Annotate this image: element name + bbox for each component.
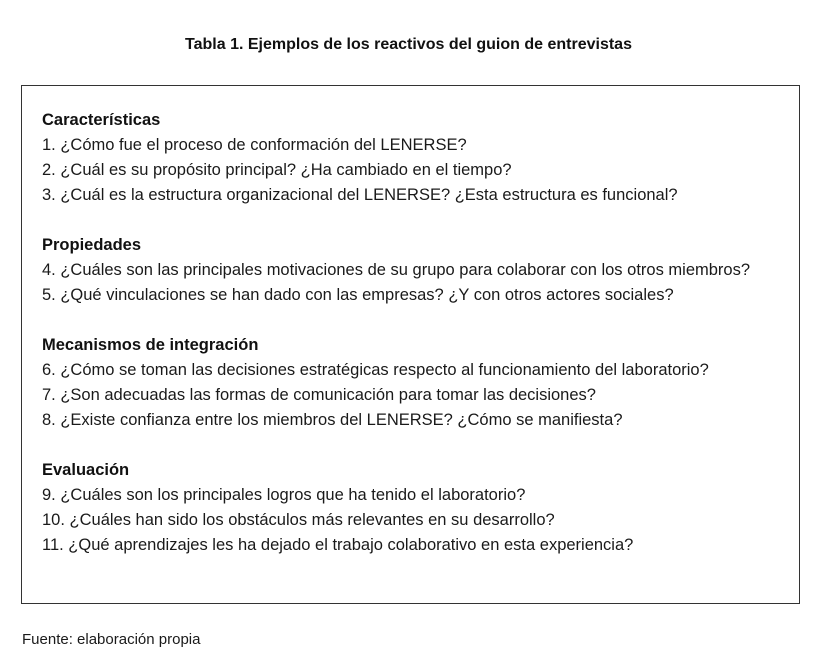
questions-box — [21, 85, 800, 604]
section-mecanismos-de-integracion — [42, 333, 779, 433]
source-note: Fuente: elaboración propia — [22, 631, 201, 648]
question-item: 1. ¿Cómo fue el proceso de conformación del LENERSE? — [42, 136, 467, 154]
table-title: Tabla 1. Ejemplos de los reactivos del guion de entrevistas — [185, 36, 632, 53]
section-heading: Propiedades — [42, 236, 142, 254]
question-item: 6. ¿Cómo se toman las decisiones estratégicas respecto al funcionamiento del laboratorio? — [42, 361, 709, 379]
question-item: 9. ¿Cuáles son los principales logros que ha tenido el laboratorio? — [42, 486, 526, 504]
section-propiedades — [42, 233, 779, 308]
section-heading: Evaluación — [42, 461, 130, 479]
question-item: 2. ¿Cuál es su propósito principal? ¿Ha cambiado en el tiempo? — [42, 161, 512, 179]
question-item: 3. ¿Cuál es la estructura organizacional del LENERSE? ¿Esta estructura es funcional? — [42, 186, 678, 204]
question-item: 10. ¿Cuáles han sido los obstáculos más relevantes en su desarrollo? — [42, 511, 555, 529]
section-caracteristicas — [42, 108, 779, 208]
question-item: 5. ¿Qué vinculaciones se han dado con las empresas? ¿Y con otros actores sociales? — [42, 286, 674, 304]
question-item: 11. ¿Qué aprendizajes les ha dejado el trabajo colaborativo en esta experiencia? — [42, 536, 634, 554]
section-heading: Mecanismos de integración — [42, 336, 259, 354]
question-item: 4. ¿Cuáles son las principales motivaciones de su grupo para colaborar con los otros miembros? — [42, 261, 751, 279]
question-item: 7. ¿Son adecuadas las formas de comunicación para tomar las decisiones? — [42, 386, 596, 404]
question-item: 8. ¿Existe confianza entre los miembros del LENERSE? ¿Cómo se manifiesta? — [42, 411, 623, 429]
section-heading: Características — [42, 111, 161, 129]
section-evaluacion — [42, 458, 779, 558]
